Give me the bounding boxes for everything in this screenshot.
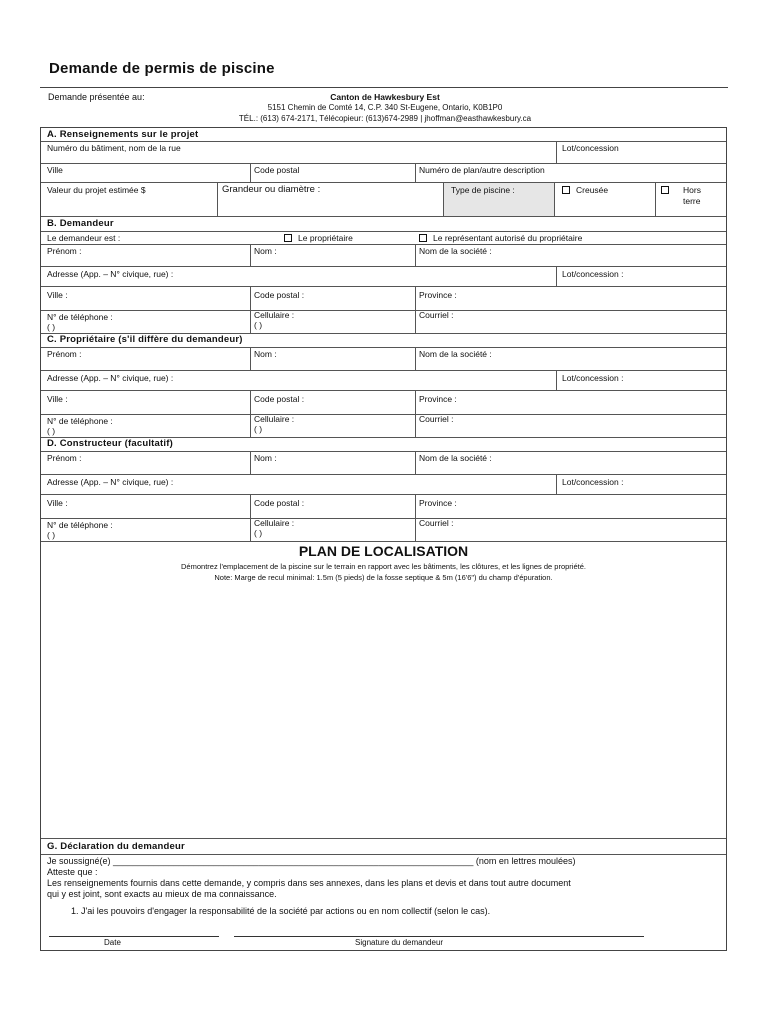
divider [41,310,726,311]
value-field[interactable]: Valeur du projet estimée $ [47,185,146,195]
divider [415,286,416,310]
divider [415,451,416,474]
checkbox-icon[interactable] [419,234,427,242]
divider [250,414,251,437]
plan-title: PLAN DE LOCALISATION [298,543,469,559]
divider [250,244,251,266]
signature-label: Signature du demandeur [355,938,444,947]
c-province[interactable]: Province : [419,394,457,404]
divider [415,518,416,541]
divider [41,266,726,267]
size-field[interactable]: Grandeur ou diamètre : [222,184,321,195]
divider [415,414,416,437]
section-c-heading: C. Propriétaire (s'il diffère du demandeur) [47,334,243,345]
divider [556,141,557,163]
page-title: Demande de permis de piscine [49,60,275,77]
b-phone-paren: ( ) [47,322,56,332]
b-company[interactable]: Nom de la société : [419,246,492,256]
d-first-name[interactable]: Prénom : [47,453,82,463]
checkbox-icon[interactable] [284,234,292,242]
plan-number-field[interactable]: Numéro de plan/autre description [419,165,545,175]
divider [415,310,416,333]
divider [41,182,726,183]
section-d-heading: D. Constructeur (facultatif) [47,438,173,449]
d-phone-paren: ( ) [47,530,56,540]
title-rule [40,87,728,88]
b-province[interactable]: Province : [419,290,457,300]
section-g-heading: G. Déclaration du demandeur [47,841,185,852]
divider [41,518,726,519]
divider [41,216,726,217]
d-phone[interactable]: N° de téléphone : [47,520,113,530]
d-company[interactable]: Nom de la société : [419,453,492,463]
decl-text-1: Les renseignements fournis dans cette demande, y compris dans ses annexes, dans les plans et devis et dans tout autre document [47,878,571,888]
divider [250,494,251,518]
lot-field[interactable]: Lot/concession [562,143,619,153]
divider [415,244,416,266]
divider [41,347,726,348]
divider [41,838,726,839]
divider [41,541,726,542]
divider [41,244,726,245]
divider [41,141,726,142]
plan-note-1: Démontrez l'emplacement de la piscine sur le terrain en rapport avec les bâtiments, les clôtures, et les lignes de propriété. [181,562,586,571]
divider [250,518,251,541]
org-contact: TÉL.: (613) 674-2171, Télécopieur: (613)674-2989 | jhoffman@easthawkesbury.ca [238,114,532,123]
aboveground-label-1: Hors [683,185,701,195]
divider [217,182,218,216]
d-last-name[interactable]: Nom : [254,453,277,463]
c-first-name[interactable]: Prénom : [47,349,82,359]
divider [41,163,726,164]
building-field[interactable]: Numéro du bâtiment, nom de la rue [47,143,181,153]
divider [41,231,726,232]
applicant-is-label: Le demandeur est : [47,233,121,243]
b-postal[interactable]: Code postal : [254,290,305,300]
org-name: Canton de Hawkesbury Est [330,92,440,102]
b-email[interactable]: Courriel : [419,310,454,320]
b-cell[interactable]: Cellulaire : [254,310,295,320]
checkbox-icon[interactable] [562,186,570,194]
b-city[interactable]: Ville : [47,290,68,300]
divider [556,370,557,390]
d-address[interactable]: Adresse (App. – N° civique, rue) : [47,477,174,487]
c-cell-paren: ( ) [254,424,263,434]
d-province[interactable]: Province : [419,498,457,508]
divider [41,370,726,371]
b-last-name[interactable]: Nom : [254,246,277,256]
divider [41,451,726,452]
b-address[interactable]: Adresse (App. – N° civique, rue) : [47,269,174,279]
c-city[interactable]: Ville : [47,394,68,404]
pool-type-label: Type de piscine : [451,185,515,195]
b-phone[interactable]: N° de téléphone : [47,312,113,322]
divider [41,494,726,495]
org-address: 5151 Chemin de Comté 14, C.P. 340 St-Eugene, Ontario, K0B1P0 [267,103,503,112]
section-a-heading: A. Renseignements sur le projet [47,129,199,140]
b-lot[interactable]: Lot/concession : [562,269,624,279]
divider [415,163,416,182]
divider [250,163,251,182]
d-lot[interactable]: Lot/concession : [562,477,624,487]
c-cell[interactable]: Cellulaire : [254,414,295,424]
divider [250,286,251,310]
checkbox-icon[interactable] [661,186,669,194]
divider [655,182,656,216]
representative-option[interactable]: Le représentant autorisé du propriétaire [419,233,582,243]
divider [556,474,557,494]
divider [554,182,555,216]
divider [41,390,726,391]
section-b-heading: B. Demandeur [47,218,114,229]
divider [250,451,251,474]
divider [443,182,444,216]
aboveground-option[interactable] [661,185,675,195]
presented-label: Demande présentée au: [48,92,145,102]
divider [41,286,726,287]
c-address[interactable]: Adresse (App. – N° civique, rue) : [47,373,174,383]
decl-item-1: 1. J'ai les pouvoirs d'engager la responsabilité de la société par actions ou en nom collectif (selon le cas). [71,906,491,916]
d-city[interactable]: Ville : [47,498,68,508]
divider [41,414,726,415]
signature-line[interactable] [234,936,644,937]
decl-text-2: qui y est joint, sont exacts au mieux de ma connaissance. [47,889,277,899]
divider [415,347,416,370]
divider [556,266,557,286]
date-line[interactable] [49,936,219,937]
decl-name-line[interactable]: Je soussigné(e) ________________________________________________________________________ (nom en lettres moulées) [47,856,576,866]
divider [250,310,251,333]
divider [415,390,416,414]
divider [250,347,251,370]
city-field[interactable]: Ville [47,165,63,175]
c-postal[interactable]: Code postal : [254,394,305,404]
owner-option[interactable]: Le propriétaire [284,233,353,243]
d-cell[interactable]: Cellulaire : [254,518,295,528]
c-phone[interactable]: N° de téléphone : [47,416,113,426]
aboveground-label-2: terre [683,196,701,206]
plan-note-2: Note: Marge de recul minimal: 1.5m (5 pieds) de la fosse septique & 5m (16'6") du champ d'épuration. [214,573,553,582]
divider [41,854,726,855]
c-email[interactable]: Courriel : [419,414,454,424]
b-cell-paren: ( ) [254,320,263,330]
divider [41,474,726,475]
inground-option[interactable]: Creusée [562,185,608,195]
permit-form [40,127,727,951]
divider [250,390,251,414]
c-last-name[interactable]: Nom : [254,349,277,359]
divider [415,494,416,518]
d-email[interactable]: Courriel : [419,518,454,528]
site-plan-area[interactable] [41,586,726,838]
postal-field[interactable]: Code postal [254,165,300,175]
c-phone-paren: ( ) [47,426,56,436]
d-postal[interactable]: Code postal : [254,498,305,508]
c-company[interactable]: Nom de la société : [419,349,492,359]
decl-attest: Atteste que : [47,867,98,877]
date-label: Date [104,938,121,947]
c-lot[interactable]: Lot/concession : [562,373,624,383]
b-first-name[interactable]: Prénom : [47,246,82,256]
d-cell-paren: ( ) [254,528,263,538]
